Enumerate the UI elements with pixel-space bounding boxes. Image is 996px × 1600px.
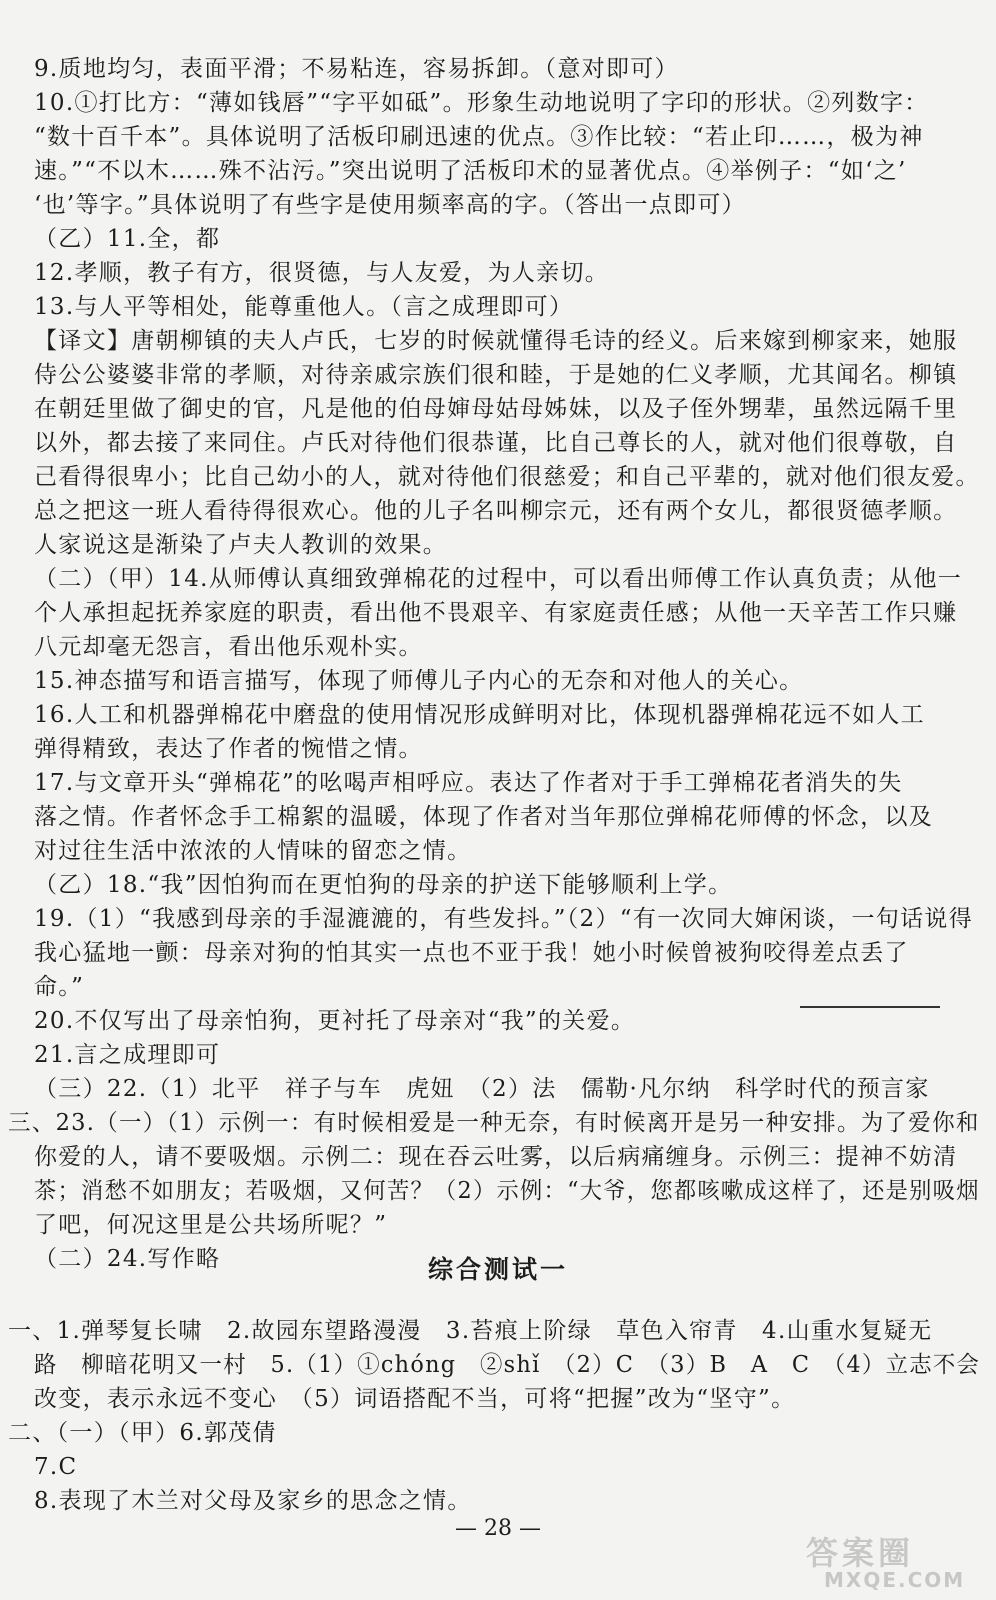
text-line: 对过往生活中浓浓的人情味的留恋之情。 bbox=[34, 838, 472, 864]
text-line: 【译文】唐朝柳镇的夫人卢氏，七岁的时候就懂得毛诗的经义。后来嫁到柳家来，她服 bbox=[34, 328, 958, 354]
text-line: 茶；消愁不如朋友；若吸烟，又何苦？（2）示例：“大爷，您都咳嗽成这样了，还是别吸烟 bbox=[34, 1178, 980, 1204]
text-line: 落之情。作者怀念手工棉絮的温暖，体现了作者对当年那位弹棉花师傅的怀念，以及 bbox=[34, 804, 934, 830]
text-line: 7.C bbox=[34, 1454, 78, 1480]
text-line: 一、1.弹琴复长啸 2.故园东望路漫漫 3.苔痕上阶绿 草色入帘青 4.山重水复疑无 bbox=[8, 1318, 933, 1344]
text-line: 二、（一）（甲）6.郭茂倩 bbox=[8, 1420, 277, 1446]
text-line: 我心猛地一颤：母亲对狗的怕其实一点也不亚于我！她小时候曾被狗咬得差点丢了 bbox=[34, 940, 909, 966]
text-line: 17.与文章开头“弹棉花”的吆喝声相呼应。表达了作者对于手工弹棉花者消失的失 bbox=[34, 770, 903, 796]
text-line: 弹得精致，表达了作者的惋惜之情。 bbox=[34, 736, 423, 762]
dash-rule bbox=[800, 1006, 940, 1008]
text-line: 路 柳暗花明又一村 5.（1）①chóng ②shǐ （2）C （3）B A C （4）立志不会 bbox=[34, 1352, 981, 1378]
text-line: 13.与人平等相处，能尊重他人。（言之成理即可） bbox=[34, 294, 574, 320]
watermark-url: MXQE.COM bbox=[824, 1568, 966, 1592]
text-line: （乙）18.“我”因怕狗而在更怕狗的母亲的护送下能够顺利上学。 bbox=[34, 872, 733, 898]
text-line: 15.神态描写和语言描写，体现了师傅儿子内心的无奈和对他人的关心。 bbox=[34, 668, 804, 694]
text-line: 己看得很卑小；比自己幼小的人，就对待他们很慈爱；和自己平辈的，就对他们很友爱。 bbox=[34, 464, 980, 490]
text-line: 12.孝顺，教子有方，很贤德，与人友爱，为人亲切。 bbox=[34, 260, 610, 286]
text-line: 三、23.（一）（1）示例一：有时候相爱是一种无奈，有时候离开是另一种安排。为了爱你和 bbox=[8, 1110, 980, 1136]
text-line: 了吧，何况这里是公共场所呢？” bbox=[34, 1212, 388, 1238]
text-line: 19.（1）“我感到母亲的手湿漉漉的，有些发抖。”（2）“有一次同大婶闲谈，一句话说得 bbox=[34, 906, 974, 932]
text-line: 个人承担起抚养家庭的职责，看出他不畏艰辛、有家庭责任感；从他一天辛苦工作只赚 bbox=[34, 600, 958, 626]
text-line: （二）（甲）14.从师傅认真细致弹棉花的过程中，可以看出师傅工作认真负责；从他一 bbox=[34, 566, 963, 592]
text-line: 以外，都去接了来同住。卢氏对待他们很恭谨，比自己尊长的人，就对他们很尊敬，自 bbox=[34, 430, 958, 456]
text-line: 在朝廷里做了御史的官，凡是他的伯母婶母姑母姊妹，以及子侄外甥辈，虽然远隔千里 bbox=[34, 396, 958, 422]
text-line: 命。” bbox=[34, 974, 85, 1000]
text-line: 改变，表示永远不变心 （5）词语搭配不当，可将“把握”改为“坚守”。 bbox=[34, 1386, 796, 1412]
text-line: 8.表现了木兰对父母及家乡的思念之情。 bbox=[34, 1488, 472, 1514]
section-heading: 综合测试一 bbox=[427, 1255, 568, 1284]
text-line: 9.质地均匀，表面平滑；不易粘连，容易拆卸。（意对即可） bbox=[34, 56, 679, 82]
text-line: 人家说这是渐染了卢夫人教训的效果。 bbox=[34, 532, 448, 558]
watermark-logo bbox=[800, 1528, 986, 1594]
text-line: 21.言之成理即可 bbox=[34, 1042, 221, 1068]
watermark-title: 答案圈 bbox=[806, 1534, 915, 1572]
text-line: 速。”“不以木……殊不沾污。”突出说明了活板印术的显著优点。④举例子：“如‘之’ bbox=[34, 158, 907, 184]
page-number: — 28 — bbox=[455, 1516, 541, 1541]
text-line: （三）22.（1）北平 祥子与车 虎妞 （2）法 儒勒·凡尔纳 科学时代的预言家 bbox=[34, 1076, 930, 1102]
text-line: （乙）11.全，都 bbox=[34, 226, 221, 252]
text-line: （二）24.写作略 bbox=[34, 1246, 221, 1272]
text-line: 侍公公婆婆非常的孝顺，对待亲戚宗族们很和睦，于是她的仁义孝顺，尤其闻名。柳镇 bbox=[34, 362, 958, 388]
text-line: 八元却毫无怨言，看出他乐观朴实。 bbox=[34, 634, 423, 660]
text-line: 16.人工和机器弹棉花中磨盘的使用情况形成鲜明对比，体现机器弹棉花远不如人工 bbox=[34, 702, 925, 728]
text-line: “数十百千本”。具体说明了活板印刷迅速的优点。③作比较：“若止印……，极为神 bbox=[34, 124, 924, 150]
text-line: 总之把这一班人看待得很欢心。他的儿子名叫柳宗元，还有两个女儿，都很贤德孝顺。 bbox=[34, 498, 958, 524]
text-line: ‘也’等字。”具体说明了有些字是使用频率高的字。（答出一点即可） bbox=[34, 192, 746, 218]
text-line: 10.①打比方：“薄如钱唇”“字平如砥”。形象生动地说明了字印的形状。②列数字： bbox=[34, 90, 929, 116]
text-line: 你爱的人，请不要吸烟。示例二：现在吞云吐雾，以后病痛缠身。示例三：提神不妨清 bbox=[34, 1144, 958, 1170]
text-line: 20.不仅写出了母亲怕狗，更衬托了母亲对“我”的关爱。 bbox=[34, 1008, 636, 1034]
